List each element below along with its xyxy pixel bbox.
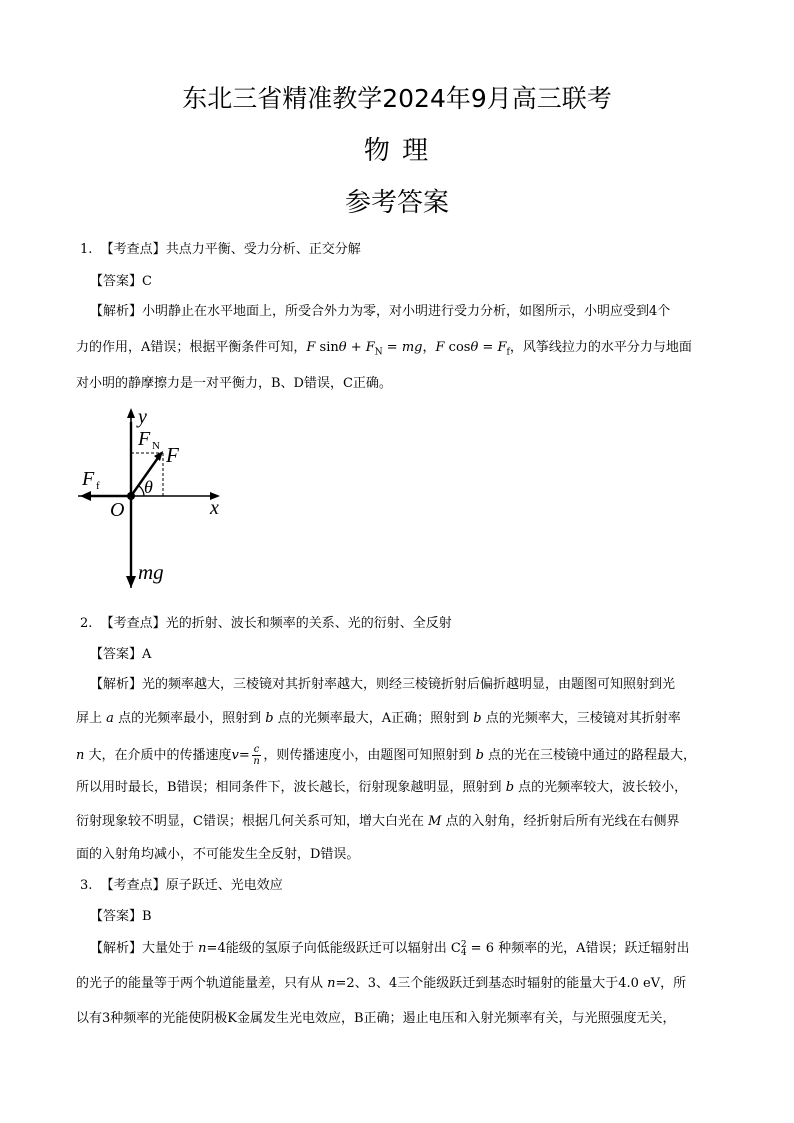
q2-number: 2. xyxy=(80,616,93,631)
q1-topic: 共点力平衡、受力分析、正交分解 xyxy=(165,242,361,257)
q2-analysis-line-5: 衍射现象较不明显，C错误；根据几何关系可知，增大白光在 M 点的入射角，经折射后所有光线在右侧界 xyxy=(76,814,680,829)
speed-fraction: $\frac{c}{n}$ xyxy=(253,744,260,767)
q1-equation-1: F $\sin\theta + F_N$ = mg xyxy=(306,340,423,358)
force-diagram xyxy=(74,404,228,592)
q2-analysis-line-4: 所以用时最长，B错误；相同条件下，波长越长，衍射现象越明显，照射到 b 点的光频率较大，波长较小， xyxy=(76,780,688,795)
q2-topic-line xyxy=(80,615,452,633)
page-title: 东北三省精准教学2024年9月高三联考 xyxy=(182,84,612,113)
gravity-label: mg xyxy=(138,560,164,584)
q2-topic-label: 【考查点】 xyxy=(100,616,166,631)
q1-equation-2: F $\cos\theta = F_f$ xyxy=(435,340,510,358)
q2-analysis-line-3: n 大，在介质中的传播速度v= $\frac{c}{n}$ ，则传播速度小，由题图可知照射到 b 点的光在三棱镜中通过的路程最大， xyxy=(76,744,697,767)
q3-topic-label: 【考查点】 xyxy=(100,878,166,893)
answer-key-title: 参考答案 xyxy=(344,188,449,218)
q3-analysis-line-3: 以有3种频率的光能使阴极K金属发生光电效应，B正确；遏止电压和入射光频率有关，与光照强度无关， xyxy=(76,1011,676,1026)
combination-formula: C 2 4 = 6 xyxy=(450,939,494,958)
q1-topic-line xyxy=(80,241,361,259)
q2-analysis-label: 【解析】 xyxy=(90,677,143,692)
q2-analysis-line-1: 【解析】光的频率越大，三棱镜对其折射率越大，则经三棱镜折射后偏折越明显，由题图可知照射到光 xyxy=(90,677,676,692)
q3-answer: B xyxy=(142,909,152,924)
subject-title: 物 理 xyxy=(363,136,431,166)
q2-topic: 光的折射、波长和频率的关系、光的衍射、全反射 xyxy=(165,616,452,631)
q3-analysis-line-2: 的光子的能量等于两个轨道能量差，只有从 n=2、3、4三个能级跃迁到基态时辐射的能量大于4.0 eV，所 xyxy=(76,976,687,991)
q1-analysis-line-3: 对小明的静摩擦力是一对平衡力，B、D错误，C正确。 xyxy=(76,376,392,391)
q2-analysis-line-6: 面的入射角均减小，不可能发生全反射，D错误。 xyxy=(76,847,360,862)
q1-answer-line xyxy=(90,273,152,291)
q1-answer: C xyxy=(142,274,152,289)
angle-label: θ xyxy=(144,477,153,497)
q1-answer-label: 【答案】 xyxy=(90,274,143,289)
tension-label: F xyxy=(166,443,179,467)
q2-answer-label: 【答案】 xyxy=(90,647,143,662)
origin-point xyxy=(127,492,135,500)
normal-force-subscript: N xyxy=(152,440,160,452)
q1-analysis-line-2: 力的作用，A错误；根据平衡条件可知，F $\sin\theta + F_N$ = mg，F $\cos\theta = F_f$，风筝线拉力的水平分力与地面 xyxy=(76,340,692,358)
q1-analysis-label: 【解析】 xyxy=(90,304,143,319)
q1-number: 1. xyxy=(80,242,93,257)
y-axis-label: y xyxy=(138,406,147,428)
q3-number: 3. xyxy=(80,878,93,893)
q3-topic-line xyxy=(80,877,283,895)
friction-label: F xyxy=(82,468,95,490)
q3-topic: 原子跃迁、光电效应 xyxy=(165,878,283,893)
q3-answer-line xyxy=(90,908,152,926)
q1-topic-label: 【考查点】 xyxy=(100,242,166,257)
q1-analysis-line-1: 【解析】小明静止在水平地面上，所受合外力为零，对小明进行受力分析，如图所示，小明应受到4个 xyxy=(90,304,671,319)
q3-analysis-label: 【解析】 xyxy=(90,941,143,956)
q2-answer: A xyxy=(142,647,152,662)
q2-answer-line xyxy=(90,646,151,664)
friction-subscript: f xyxy=(96,480,100,492)
q3-answer-label: 【答案】 xyxy=(90,909,143,924)
origin-label: O xyxy=(110,499,125,521)
q2-analysis-line-2: 屏上 a 点的光频率最小，照射到 b 点的光频率最大，A正确；照射到 b 点的光频率大，三棱镜对其折射率 xyxy=(76,711,681,726)
x-axis-label: x xyxy=(210,497,219,519)
q3-analysis-line-1: 【解析】大量处于 n=4能级的氢原子向低能级跃迁可以辐射出 C 2 4 = 6 种频率的光，A错误；跃迁辐射出 xyxy=(90,939,690,958)
normal-force-label: F xyxy=(138,428,151,450)
